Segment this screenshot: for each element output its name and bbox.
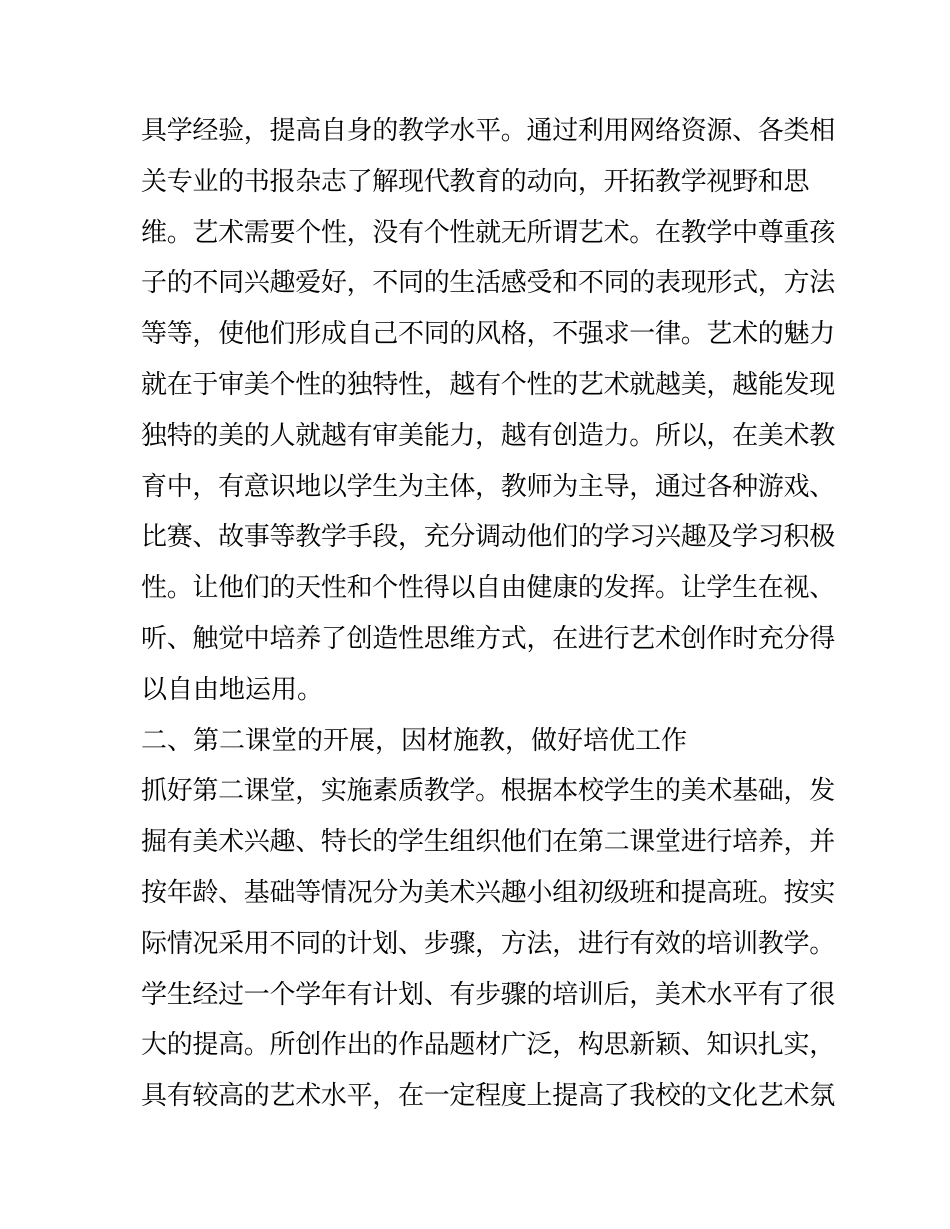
text-line: 按年龄、基础等情况分为美术兴趣小组初级班和提高班。按实	[141, 877, 835, 908]
text-line: 学生经过一个学年有计划、有步骤的培训后，美术水平有了很	[141, 979, 835, 1010]
text-line: 抓好第二课堂，实施素质教学。根据本校学生的美术基础，发	[141, 776, 835, 807]
text-line: 听、触觉中培养了创造性思维方式，在进行艺术创作时充分得	[141, 623, 835, 654]
text-line: 维。艺术需要个性，没有个性就无所谓艺术。在教学中尊重孩	[141, 217, 835, 248]
text-line: 具有较高的艺术水平，在一定程度上提高了我校的文化艺术氛	[141, 1081, 835, 1112]
text-line: 际情况采用不同的计划、步骤，方法，进行有效的培训教学。	[141, 928, 835, 959]
text-line: 独特的美的人就越有审美能力，越有创造力。所以，在美术教	[141, 420, 835, 451]
section-heading: 二、第二课堂的开展，因材施教，做好培优工作	[141, 725, 688, 756]
text-line: 性。让他们的天性和个性得以自由健康的发挥。让学生在视、	[141, 573, 835, 604]
text-line: 具学经验，提高自身的教学水平。通过利用网络资源、各类相	[141, 116, 835, 146]
text-line: 育中，有意识地以学生为主体，教师为主导，通过各种游戏、	[141, 471, 835, 502]
body-text	[141, 106, 835, 1122]
text-line: 关专业的书报杂志了解现代教育的动向，开拓教学视野和思	[141, 166, 810, 197]
text-line: 子的不同兴趣爱好，不同的生活感受和不同的表现形式，方法	[141, 268, 835, 299]
text-line: 比赛、故事等教学手段，充分调动他们的学习兴趣及学习积极	[141, 522, 835, 553]
text-line: 等等，使他们形成自己不同的风格，不强求一律。艺术的魅力	[141, 319, 835, 350]
text-line: 掘有美术兴趣、特长的学生组织他们在第二课堂进行培养，并	[141, 827, 835, 858]
text-line: 大的提高。所创作出的作品题材广泛，构思新颖、知识扎实，	[141, 1030, 835, 1061]
text-line: 就在于审美个性的独特性，越有个性的艺术就越美，越能发现	[141, 369, 835, 400]
text-line: 以自由地运用。	[141, 674, 324, 705]
